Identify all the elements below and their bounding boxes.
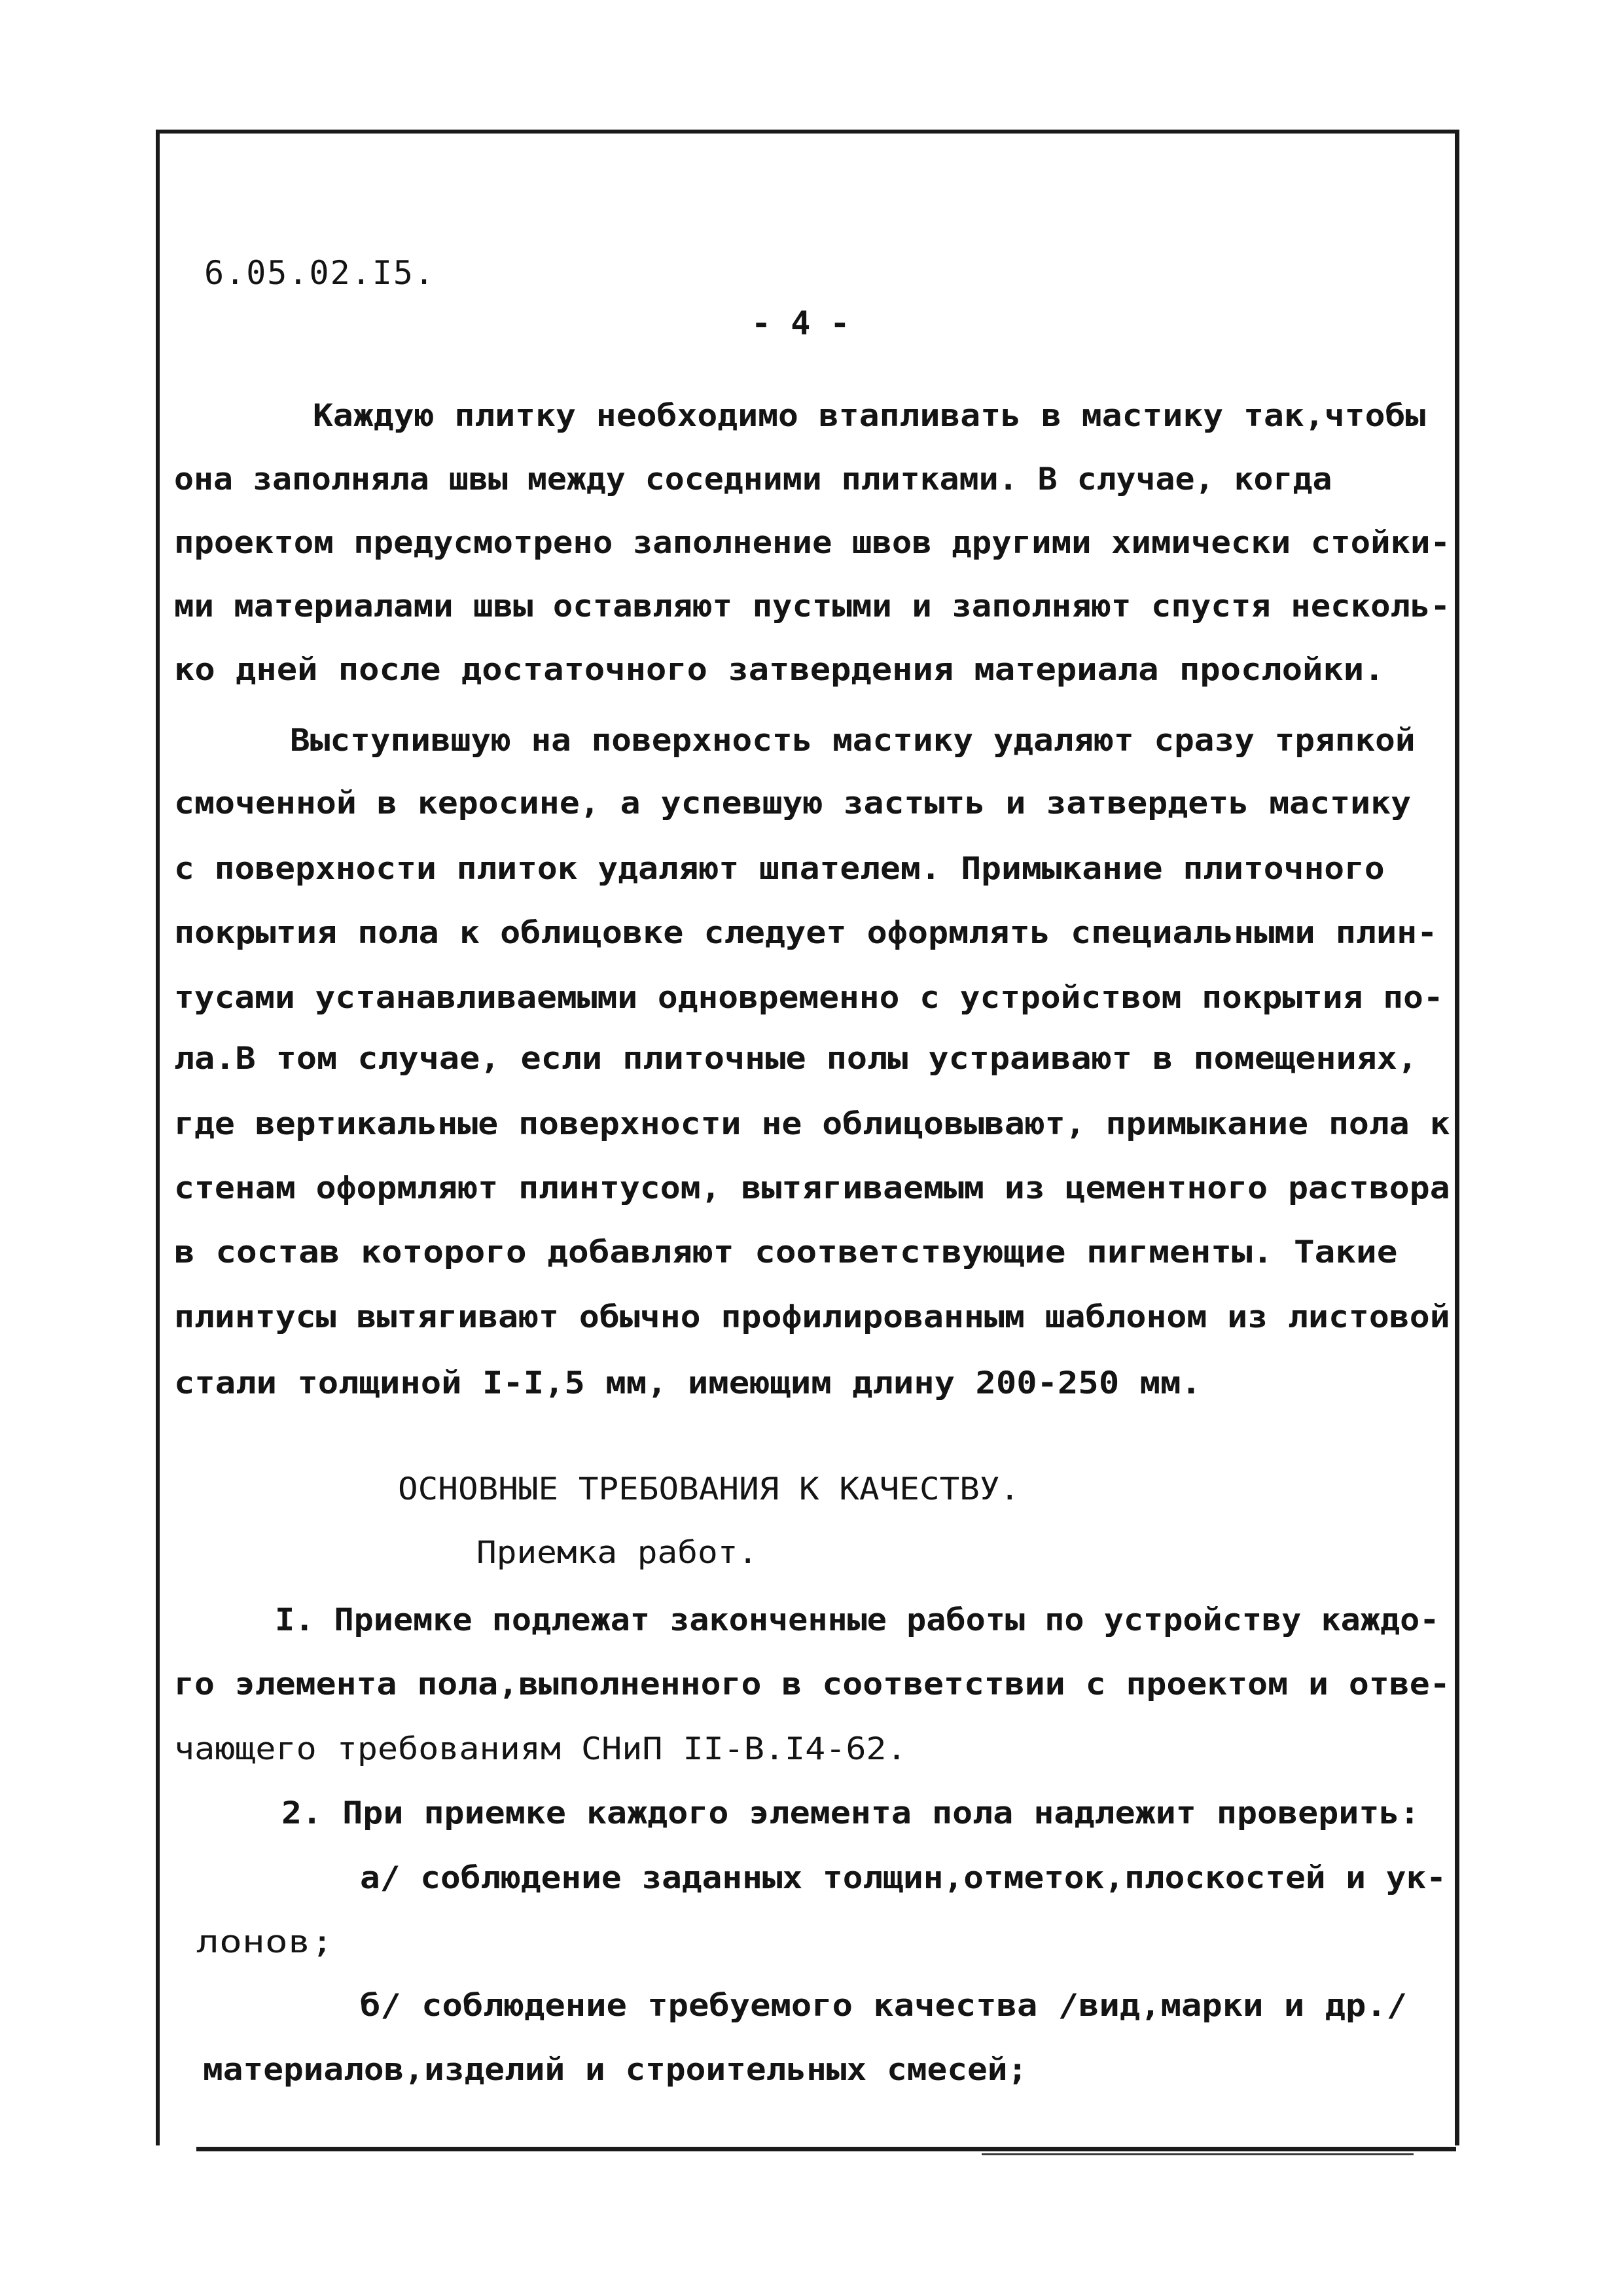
paragraph-1-line-4: ми материалами швы оставляют пустыми и заполняют спустя несколь- (174, 588, 1450, 624)
section-title: ОСНОВНЫЕ ТРЕБОВАНИЯ К КАЧЕСТВУ. (398, 1471, 1020, 1507)
paragraph-2-line-9: в состав которого добавляют соответствующие пигменты. Такие (174, 1234, 1398, 1270)
item-2-line-1: 2. При приемке каждого элемента пола надлежит проверить: (281, 1795, 1420, 1831)
paragraph-1-line-5: ко дней после достаточного затвердения материала прослойки. (174, 652, 1385, 688)
document-code: 6.05.02.I5. (204, 254, 436, 292)
paragraph-2-line-3: с поверхности плиток удаляют шпателем. Примыкание плиточного (174, 851, 1385, 887)
paragraph-1-line-3: проектом предусмотрено заполнение швов другими химически стойки- (174, 525, 1450, 561)
paragraph-2-line-2: смоченной в керосине, а успевшую застыть и затвердеть мастику (174, 785, 1412, 821)
paragraph-2-line-11: стали толщиной I-I,5 мм, имеющим длину 200-250 мм. (174, 1365, 1202, 1401)
item-3-line-2: лонов; (196, 1924, 334, 1960)
paragraph-2-line-6: ла.В том случае, если плиточные полы устраивают в помещениях, (174, 1041, 1418, 1077)
section-subtitle: Приемка работ. (476, 1535, 758, 1571)
paragraph-2-line-8: стенам оформляют плинтусом, вытягиваемым из цементного раствора (174, 1170, 1450, 1206)
bottom-rule-underline (982, 2153, 1414, 2155)
paragraph-1-line-1: Каждую плитку необходимо втапливать в мастику так,чтобы (313, 398, 1426, 434)
bottom-rule (196, 2147, 1456, 2151)
paragraph-2-line-4: покрытия пола к облицовке следует оформлять специальными плин- (174, 915, 1438, 951)
paragraph-2-line-10: плинтусы вытягивают обычно профилированным шаблоном из листовой (174, 1299, 1450, 1335)
paragraph-1-line-2: она заполняла швы между соседними плитками. В случае, когда (174, 461, 1332, 497)
paragraph-2-line-7: где вертикальные поверхности не облицовывают, примыкание пола к (174, 1106, 1450, 1142)
item-1-line-1: I. Приемке подлежат законченные работы по устройству каждо- (275, 1602, 1440, 1638)
item-1-line-2: го элемента пола,выполненного в соответствии с проектом и отве- (174, 1666, 1450, 1702)
item-4-line-1: б/ соблюдение требуемого качества /вид,марки и др./ (360, 1988, 1408, 2024)
page-number: - 4 - (751, 304, 850, 342)
paragraph-2-line-1: Выступившую на поверхность мастику удаляют сразу тряпкой (290, 723, 1416, 759)
item-4-line-2: материалов,изделий и строительных смесей; (203, 2052, 1028, 2088)
item-3-line-1: а/ соблюдение заданных толщин,отметок,плоскостей и ук- (360, 1860, 1447, 1896)
item-1-line-3: чающего требованиям СНиП II-В.I4-62. (174, 1731, 907, 1767)
paragraph-2-line-5: тусами устанавливаемыми одновременно с устройством покрытия по- (174, 980, 1444, 1016)
